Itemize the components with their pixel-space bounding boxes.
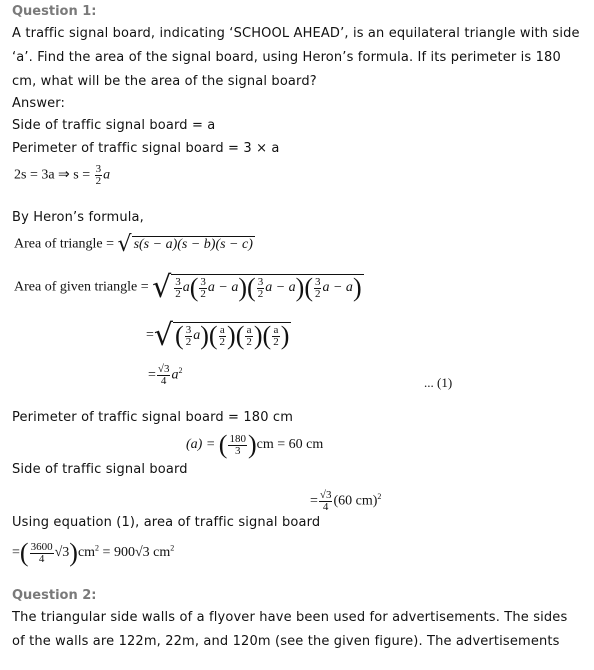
frac-num: 3 <box>200 275 206 288</box>
frac-num: 3 <box>257 275 264 288</box>
side-result: cm = 60 cm <box>256 437 324 453</box>
side-label: Side of traffic signal board <box>12 462 188 477</box>
area-of-triangle-label: Area of triangle = <box>14 236 118 252</box>
term-a-minus-a: a − a <box>322 280 353 296</box>
herons-formula-label: By Heron’s formula, <box>12 210 144 225</box>
sixty-cm: (60 cm) <box>333 493 378 509</box>
frac-num: √3 <box>157 363 170 375</box>
frac-den: 2 <box>219 335 226 348</box>
frac-den: 2 <box>314 287 321 300</box>
question-2-text-line-1: The triangular side walls of a flyover have been used for advertisements. The sides <box>12 610 568 625</box>
answer-label: Answer: <box>12 96 66 111</box>
variable-a: a <box>182 280 190 296</box>
area-substitution <box>310 490 381 513</box>
perimeter-statement: Perimeter of traffic signal board = 3 × a <box>12 141 280 156</box>
root-three: √3 <box>54 545 70 561</box>
frac-num: √3 <box>319 489 332 501</box>
question-2-heading: Question 2: <box>12 588 97 603</box>
exponent: 2 <box>95 543 100 553</box>
question-1-text-line-1: A traffic signal board, indicating ‘SCHOOL AHEAD’, is an equilateral triangle with side <box>12 26 580 41</box>
side-statement: Side of traffic signal board = a <box>12 118 216 133</box>
frac-den: 2 <box>175 287 181 300</box>
frac-num: 3 <box>185 323 192 336</box>
equals-sign: = <box>310 493 318 509</box>
equals-sign: = <box>148 367 156 383</box>
frac-den: 2 <box>185 335 192 348</box>
frac-den: 2 <box>257 287 264 300</box>
unit-cm: cm <box>77 545 96 561</box>
frac-den: 4 <box>322 501 329 513</box>
frac-num: 3 <box>314 275 321 288</box>
frac-num: a <box>246 323 252 336</box>
question-1-heading: Question 1: <box>12 4 97 19</box>
frac-num: 3 <box>175 275 181 288</box>
heron-radicand: s(s − a)(s − b)(s − c) <box>133 237 253 252</box>
frac-den: 2 <box>200 287 206 300</box>
semi-perimeter-lhs: 2s = 3a ⇒ s = <box>14 167 94 183</box>
variable-a: a <box>171 367 179 383</box>
simplification-step: =√( $\frac{3}{2}$ a)( $\frac{a}{2}$ )( $\frac{a}{2}$ )( $\frac{a}{2}$ ) <box>146 318 290 353</box>
side-lhs: (a) = <box>186 437 219 453</box>
perimeter-180-statement: Perimeter of traffic signal board = 180 cm <box>12 410 294 425</box>
exponent: 2 <box>377 492 382 502</box>
area-result-step <box>148 364 182 387</box>
final-area-equation: =( $\frac{3600}{4}$ $√3)cm^2 = 900√3$ $cm^2$ <box>12 538 175 567</box>
term-a-minus-a: a − a <box>265 280 296 296</box>
frac-num: 180 <box>229 432 246 445</box>
final-result: = 900√3 cm <box>99 545 171 561</box>
frac-num: 3600 <box>30 540 53 553</box>
frac-den: 4 <box>38 552 45 565</box>
equals-sign: = <box>12 545 20 561</box>
frac-den: 3 <box>234 444 241 457</box>
semi-perimeter-equation <box>14 164 110 187</box>
variable-a: a <box>193 328 201 344</box>
side-length-equation: (a) = ( $\frac{180}{3}$ )cm = 60 cm <box>186 430 324 459</box>
area-of-given-triangle-formula: Area of given triangle = √ $\frac{3}{2}$ a( $\frac{3}{2}$ a − a)( $\frac{3}{2}$ a − a)( $\frac{3}{2}$ a − a) <box>14 270 362 305</box>
variable-a: a <box>103 167 111 183</box>
using-equation-statement: Using equation (1), area of traffic signal board <box>12 515 321 530</box>
frac-den: 2 <box>246 335 252 348</box>
frac-num: a <box>273 323 279 336</box>
equals-sign: = <box>146 327 154 343</box>
frac-den: 2 <box>273 335 279 348</box>
area-given-label: Area of given triangle = <box>14 279 153 295</box>
fraction-numerator: 3 <box>95 163 102 175</box>
exponent: 2 <box>170 543 175 553</box>
frac-den: 4 <box>160 375 167 387</box>
frac-num: a <box>219 323 225 336</box>
equation-number: ... (1) <box>424 375 453 390</box>
question-1-text-line-3: cm, what will be the area of the signal board? <box>12 74 317 89</box>
question-2-text-line-2: of the walls are 122m, 22m, and 120m (see the given figure). The advertisements <box>12 634 560 649</box>
area-of-triangle-formula: Area of triangle = √ s(s − a)(s − b)(s − c) <box>14 232 253 257</box>
fraction-denominator: 2 <box>95 175 102 187</box>
term-a-minus-a: a − a <box>207 280 239 296</box>
question-1-text-line-2: ‘a’. Find the area of the signal board, using Heron’s formula. If its perimeter is 180 <box>12 50 561 65</box>
exponent: 2 <box>178 366 183 376</box>
